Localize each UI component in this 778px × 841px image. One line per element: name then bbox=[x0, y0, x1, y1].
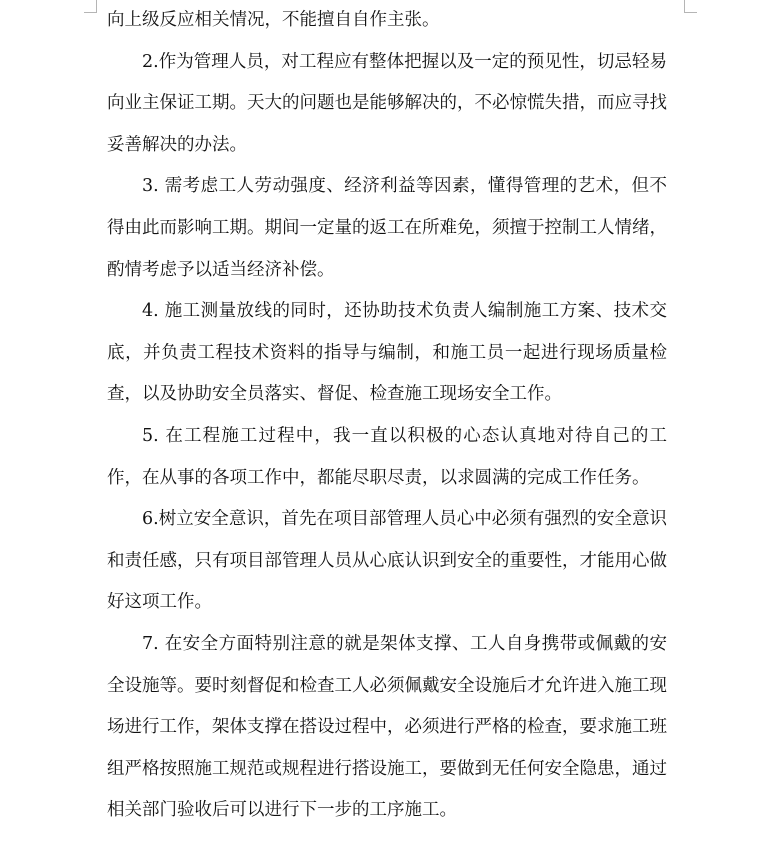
paragraph-item-4: 4. 施工测量放线的同时，还协助技术负责人编制施工方案、技术交底，并负责工程技术资料的指导与编制，和施工员一起进行现场质量检查，以及协助安全员落实、督促、检查施工现场安全工作。 bbox=[107, 301, 667, 405]
margin-corner-mark-left bbox=[84, 0, 97, 13]
paragraph-item-2: 2.作为管理人员，对工程应有整体把握以及一定的预见性，切忌轻易向业主保证工期。天大的问题也是能够解决的，不必惊慌失措，而应寻找妥善解决的办法。 bbox=[107, 51, 667, 155]
paragraph-continuation: 向上级反应相关情况，不能擅自自作主张。 bbox=[107, 10, 440, 30]
document-body[interactable] bbox=[107, 0, 667, 832]
paragraph-item-5: 5. 在工程施工过程中，我一直以积极的心态认真地对待自己的工作，在从事的各项工作中，都能尽职尽责，以求圆满的完成工作任务。 bbox=[107, 425, 667, 488]
paragraph-item-6: 6.树立安全意识，首先在项目部管理人员心中必须有强烈的安全意识和责任感，只有项目部管理人员从心底认识到安全的重要性，才能用心做好这项工作。 bbox=[107, 509, 667, 613]
paragraph-item-3: 3. 需考虑工人劳动强度、经济利益等因素，懂得管理的艺术，但不得由此而影响工期。期间一定量的返工在所难免，须擅于控制工人情绪，酌情考虑予以适当经济补偿。 bbox=[107, 176, 667, 280]
paragraph-item-7: 7. 在安全方面特别注意的就是架体支撑、工人自身携带或佩戴的安全设施等。要时刻督促和检查工人必须佩戴安全设施后才允许进入施工现场进行工作，架体支撑在搭设过程中，必须进行严格的检查，要求施工班组严格按照施工规范或规程进行搭设施工，要做到无任何安全隐患，通过相关部门验收后可以进行下一步的工序施工。 bbox=[107, 633, 667, 821]
margin-corner-mark-right bbox=[684, 0, 697, 13]
